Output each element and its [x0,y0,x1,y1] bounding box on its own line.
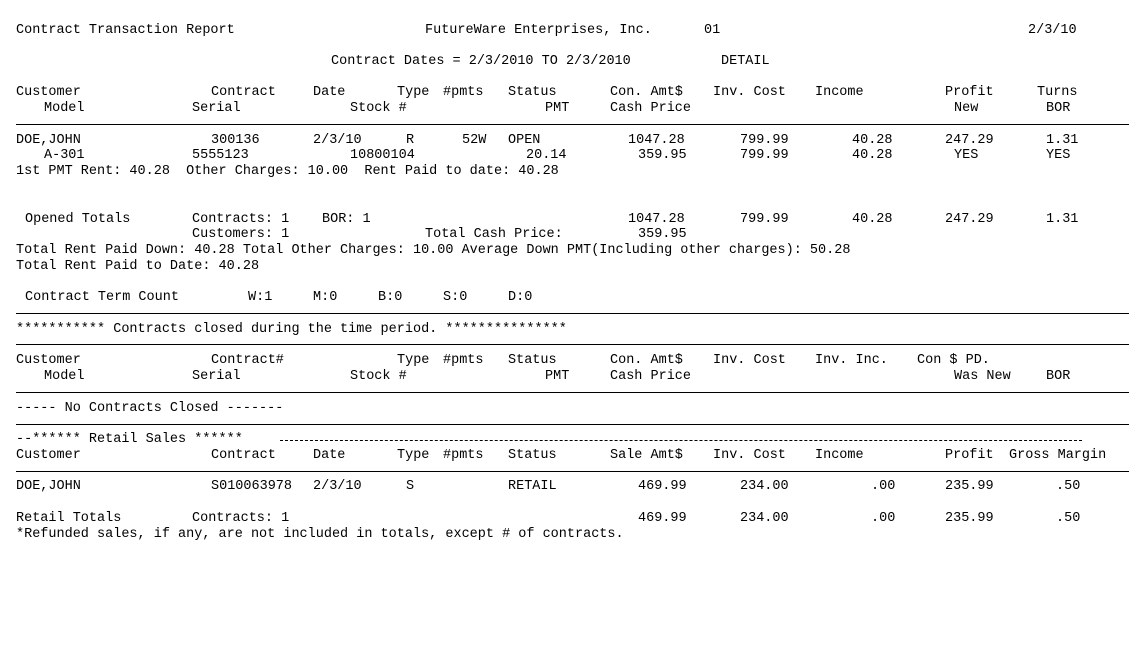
totals-profit: 247.29 [945,212,994,227]
profit-cell: 247.29 [945,133,994,148]
retail-banner-dashes [280,440,1082,441]
col-pmts: #pmts [443,85,484,100]
term-biweekly: B:0 [378,290,403,305]
col-contract: Contract [211,85,276,100]
report-mode: DETAIL [721,54,770,69]
col-new: New [954,101,979,116]
table-row [0,148,1071,164]
total-cash-price: 359.95 [638,227,687,242]
retail-totals-inv-cost: 234.00 [740,511,789,526]
col-con-pd: Con $ PD. [917,353,990,368]
retail-totals-margin: .50 [1056,511,1081,526]
status-cell: OPEN [508,133,541,148]
retail-totals-sale-amt: 469.99 [638,511,687,526]
rent-paid-down-line: Total Rent Paid Down: 40.28 Total Other Charges: 10.00 Average Down PMT(Including other charges): 50.28 [16,243,851,258]
turns-cell: 1.31 [1046,133,1079,148]
col-gross-margin: Gross Margin [1009,448,1107,463]
opened-totals-line-4 [0,259,260,275]
inv-cost-cell: 799.99 [740,133,789,148]
opened-totals-row [0,212,1079,228]
income-cell: .00 [871,479,896,494]
col-customer: Customer [16,448,81,463]
retail-column-header [0,448,1107,464]
totals-inv-cost: 799.99 [740,212,789,227]
col-customer: Customer [16,353,81,368]
footnote-row [0,527,624,543]
inv-cost-cell: 799.99 [740,148,789,163]
col-customer: Customer [16,85,81,100]
closed-banner: *********** Contracts closed during the time period. *************** [16,322,567,337]
divider [16,471,1129,472]
col-pmts: #pmts [443,353,484,368]
table-row [0,479,1081,495]
status-cell: RETAIL [508,479,557,494]
opened-totals-row-2 [0,227,687,243]
report-date: 2/3/10 [1028,23,1077,38]
totals-contracts: Contracts: 1 [192,212,290,227]
retail-totals-contracts: Contracts: 1 [192,511,290,526]
contract-cell: 300136 [211,133,260,148]
col-con-amt: Con. Amt$ [610,85,683,100]
cash-price-cell: 359.95 [638,148,687,163]
retail-banner: --****** Retail Sales ****** [16,432,243,447]
col-pmt: PMT [545,369,570,384]
closed-column-header-1 [0,353,990,369]
stock-cell: 10800104 [350,148,415,163]
col-income: Income [815,85,864,100]
col-status: Status [508,85,557,100]
contract-notes [0,164,559,180]
company-name: FutureWare Enterprises, Inc. [425,23,652,38]
col-status: Status [508,448,557,463]
col-bor: BOR [1046,101,1071,116]
retail-totals-label: Retail Totals [16,511,122,526]
col-cash-price: Cash Price [610,101,692,116]
col-cash-price: Cash Price [610,369,692,384]
col-con-amt: Con. Amt$ [610,353,683,368]
col-pmt: PMT [545,101,570,116]
customer-cell: DOE,JOHN [16,133,81,148]
model-cell: A-301 [44,148,85,163]
col-serial: Serial [192,369,241,384]
refund-footnote: *Refunded sales, if any, are not included in totals, except # of contracts. [16,527,624,542]
col-bor: BOR [1046,369,1071,384]
pmts-cell: 52W [462,133,487,148]
term-count-label: Contract Term Count [25,290,179,305]
col-contract-no: Contract# [211,353,284,368]
col-inv-cost: Inv. Cost [713,85,786,100]
col-stock: Stock # [350,101,407,116]
col-type: Type [397,353,430,368]
col-date: Date [313,85,346,100]
profit-cell: 235.99 [945,479,994,494]
term-semimonthly: S:0 [443,290,468,305]
col-income: Income [815,448,864,463]
col-stock: Stock # [350,369,407,384]
col-pmts: #pmts [443,448,484,463]
col-profit: Profit [945,448,994,463]
totals-customers: Customers: 1 [192,227,290,242]
customer-cell: DOE,JOHN [16,479,81,494]
con-amt-cell: 1047.28 [628,133,685,148]
col-contract: Contract [211,448,276,463]
totals-con-amt: 1047.28 [628,212,685,227]
retail-totals-profit: 235.99 [945,511,994,526]
term-count-row [0,290,533,306]
totals-turns: 1.31 [1046,212,1079,227]
term-daily: D:0 [508,290,533,305]
divider [16,424,1129,425]
term-monthly: M:0 [313,290,338,305]
report-header [0,23,1077,39]
col-sale-amt: Sale Amt$ [610,448,683,463]
date-cell: 2/3/10 [313,133,362,148]
col-inv-inc: Inv. Inc. [815,353,888,368]
divider [16,392,1129,393]
date-cell: 2/3/10 [313,479,362,494]
col-model: Model [44,369,85,384]
contract-cell: S010063978 [211,479,293,494]
col-status: Status [508,353,557,368]
col-date: Date [313,448,346,463]
report-title: Contract Transaction Report [16,23,235,38]
opened-column-header-1 [0,85,1078,101]
col-model: Model [44,101,85,116]
totals-income: 40.28 [852,212,893,227]
opened-column-header-2 [0,101,1071,117]
col-profit: Profit [945,85,994,100]
inv-cost-cell: 234.00 [740,479,789,494]
totals-label: Opened Totals [25,212,131,227]
table-row [0,133,1079,149]
margin-cell: .50 [1056,479,1081,494]
rent-paid-to-date-line: Total Rent Paid to Date: 40.28 [16,259,260,274]
divider [16,124,1129,125]
term-weekly: W:1 [248,290,273,305]
col-type: Type [397,448,430,463]
pmt-cell: 20.14 [526,148,567,163]
total-cash-price-label: Total Cash Price: [425,227,563,242]
col-turns: Turns [1037,85,1078,100]
divider [16,344,1129,345]
no-closed-row [0,401,284,417]
new-cell: YES [954,148,979,163]
col-inv-cost: Inv. Cost [713,353,786,368]
sale-amt-cell: 469.99 [638,479,687,494]
col-type: Type [397,85,430,100]
type-cell: R [406,133,415,148]
type-cell: S [406,479,415,494]
income-cell: 40.28 [852,148,893,163]
opened-totals-line-3 [0,243,851,259]
no-contracts-closed: ----- No Contracts Closed ------- [16,401,284,416]
date-range-line [0,54,770,70]
divider [16,313,1129,314]
serial-cell: 5555123 [192,148,249,163]
notes-text: 1st PMT Rent: 40.28 Other Charges: 10.00 Rent Paid to date: 40.28 [16,164,559,179]
totals-bor: BOR: 1 [322,212,371,227]
retail-banner-row [0,432,243,448]
store-number: 01 [704,23,721,38]
retail-totals-income: .00 [871,511,896,526]
col-inv-cost: Inv. Cost [713,448,786,463]
closed-column-header-2 [0,369,1071,385]
col-serial: Serial [192,101,241,116]
income-cell: 40.28 [852,133,893,148]
bor-cell: YES [1046,148,1071,163]
col-was-new: Was New [954,369,1011,384]
date-range: Contract Dates = 2/3/2010 TO 2/3/2010 [331,54,631,69]
closed-banner-row [0,322,567,338]
retail-totals-row [0,511,1081,527]
